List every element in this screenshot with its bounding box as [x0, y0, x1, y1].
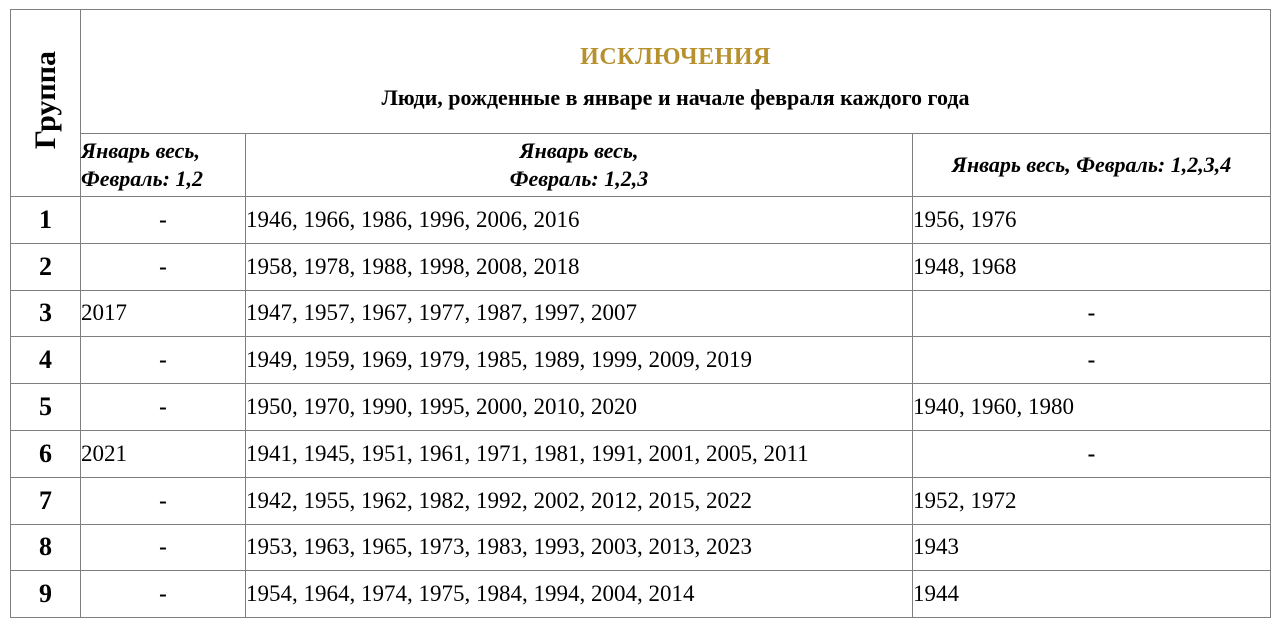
cell-feb-1-2-3-4: 1948, 1968 [913, 243, 1271, 290]
cell-feb-1-2-3-4: 1940, 1960, 1980 [913, 384, 1271, 431]
cell-feb-1-2: - [81, 337, 246, 384]
table-row [11, 243, 1271, 290]
cell-feb-1-2-3: 1950, 1970, 1990, 1995, 2000, 2010, 2020 [246, 384, 913, 431]
column-header-a-line1: Январь весь, [81, 138, 200, 163]
cell-feb-1-2: 2021 [81, 430, 246, 477]
group-number: 6 [11, 430, 81, 477]
table-row [11, 477, 1271, 524]
table-title: ИСКЛЮЧЕНИЯ [580, 44, 771, 70]
cell-feb-1-2-3-4: 1944 [913, 571, 1271, 618]
group-number: 2 [11, 243, 81, 290]
cell-feb-1-2-3: 1958, 1978, 1988, 1998, 2008, 2018 [246, 243, 913, 290]
cell-feb-1-2: - [81, 243, 246, 290]
table-body [11, 10, 1271, 618]
cell-feb-1-2-3-4: - [913, 430, 1271, 477]
group-header-cell [11, 10, 81, 197]
group-number: 8 [11, 524, 81, 571]
cell-feb-1-2: - [81, 384, 246, 431]
column-header-row [11, 134, 1271, 197]
cell-feb-1-2-3: 1946, 1966, 1986, 1996, 2006, 2016 [246, 197, 913, 244]
table-row [11, 524, 1271, 571]
cell-feb-1-2-3-4: 1952, 1972 [913, 477, 1271, 524]
table-row [11, 290, 1271, 337]
column-header-c [913, 134, 1271, 197]
cell-feb-1-2: - [81, 477, 246, 524]
group-number: 4 [11, 337, 81, 384]
exceptions-table [10, 9, 1271, 618]
table-row [11, 430, 1271, 477]
table-row [11, 197, 1271, 244]
cell-feb-1-2-3: 1942, 1955, 1962, 1982, 1992, 2002, 2012, 2015, 2022 [246, 477, 913, 524]
column-header-b [246, 134, 913, 197]
column-header-a-line2: Февраль: 1,2 [81, 166, 203, 191]
cell-feb-1-2: 2017 [81, 290, 246, 337]
table-row [11, 571, 1271, 618]
cell-feb-1-2-3: 1953, 1963, 1965, 1973, 1983, 1993, 2003, 2013, 2023 [246, 524, 913, 571]
column-header-c-label: Январь весь, Февраль: 1,2,3,4 [951, 152, 1232, 177]
column-header-b-line1: Январь весь, [519, 138, 639, 163]
title-cell [81, 10, 1271, 134]
table-row [11, 384, 1271, 431]
group-number: 7 [11, 477, 81, 524]
cell-feb-1-2: - [81, 197, 246, 244]
cell-feb-1-2-3-4: 1943 [913, 524, 1271, 571]
group-number: 1 [11, 197, 81, 244]
cell-feb-1-2-3-4: 1956, 1976 [913, 197, 1271, 244]
group-number: 5 [11, 384, 81, 431]
title-row [11, 10, 1271, 134]
column-header-a [81, 134, 246, 197]
cell-feb-1-2-3-4: - [913, 290, 1271, 337]
group-number: 3 [11, 290, 81, 337]
table-subtitle: Люди, рожденные в январе и начале февраля каждого года [381, 85, 970, 110]
table-row [11, 337, 1271, 384]
cell-feb-1-2: - [81, 524, 246, 571]
cell-feb-1-2-3: 1947, 1957, 1967, 1977, 1987, 1997, 2007 [246, 290, 913, 337]
column-header-b-line2: Февраль: 1,2,3 [509, 166, 649, 191]
cell-feb-1-2-3: 1941, 1945, 1951, 1961, 1971, 1981, 1991, 2001, 2005, 2011 [246, 430, 913, 477]
cell-feb-1-2-3-4: - [913, 337, 1271, 384]
group-number: 9 [11, 571, 81, 618]
cell-feb-1-2: - [81, 571, 246, 618]
cell-feb-1-2-3: 1949, 1959, 1969, 1979, 1985, 1989, 1999, 2009, 2019 [246, 337, 913, 384]
group-header-label: Группа [28, 51, 62, 150]
cell-feb-1-2-3: 1954, 1964, 1974, 1975, 1984, 1994, 2004, 2014 [246, 571, 913, 618]
